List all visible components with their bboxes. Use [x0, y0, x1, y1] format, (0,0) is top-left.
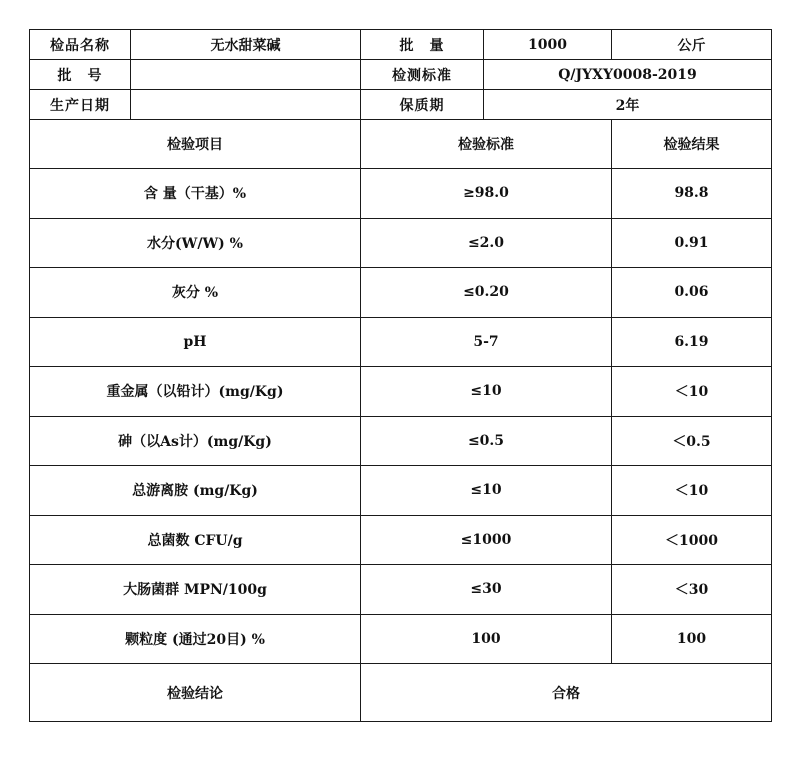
- shelf-life-value: 2年: [484, 90, 772, 120]
- standard-label: 检测标准: [361, 60, 484, 90]
- table-row: [30, 416, 772, 466]
- data-rows: [30, 169, 772, 664]
- row-standard: ≤30: [361, 565, 612, 615]
- col-standard-header: 检验标准: [361, 120, 612, 169]
- table-row: [30, 218, 772, 268]
- row-item: 重金属（以铅计）(mg/Kg): [30, 367, 361, 417]
- table-row: [30, 466, 772, 516]
- row-result: 100: [612, 614, 772, 664]
- row-standard: ≤10: [361, 367, 612, 417]
- row-standard: 100: [361, 614, 612, 664]
- table-row: [30, 367, 772, 417]
- row-result: 0.06: [612, 268, 772, 318]
- report-table: [29, 29, 772, 722]
- row-standard: ≤1000: [361, 515, 612, 565]
- row-item: 灰分 %: [30, 268, 361, 318]
- row-item: 总菌数 CFU/g: [30, 515, 361, 565]
- column-header-row: [30, 120, 772, 169]
- conclusion-row: [30, 664, 772, 722]
- row-standard: ≥98.0: [361, 169, 612, 219]
- header-row-product: [30, 30, 772, 60]
- table-row: [30, 614, 772, 664]
- row-item: 颗粒度 (通过20目) %: [30, 614, 361, 664]
- row-item: 水分(W/W) %: [30, 218, 361, 268]
- table-row: [30, 268, 772, 318]
- batch-size-value: 1000: [484, 30, 612, 60]
- prod-date-value: [131, 90, 361, 120]
- batch-no-label: 批 号: [30, 60, 131, 90]
- row-item: 含 量（干基）%: [30, 169, 361, 219]
- inspection-report: [29, 29, 771, 722]
- row-standard: ≤2.0: [361, 218, 612, 268]
- batch-unit: 公斤: [612, 30, 772, 60]
- row-item: pH: [30, 317, 361, 367]
- table-row: [30, 565, 772, 615]
- batch-size-label: 批 量: [361, 30, 484, 60]
- prod-date-label: 生产日期: [30, 90, 131, 120]
- row-result: ＜1000: [612, 515, 772, 565]
- row-standard: 5-7: [361, 317, 612, 367]
- row-standard: ≤10: [361, 466, 612, 516]
- conclusion-value: 合格: [361, 664, 772, 722]
- batch-no-value: [131, 60, 361, 90]
- table-row: [30, 169, 772, 219]
- row-result: ＜10: [612, 466, 772, 516]
- row-result: 6.19: [612, 317, 772, 367]
- product-name-value: 无水甜菜碱: [131, 30, 361, 60]
- row-result: ＜30: [612, 565, 772, 615]
- conclusion-label: 检验结论: [30, 664, 361, 722]
- product-name-label: 检品名称: [30, 30, 131, 60]
- col-result-header: 检验结果: [612, 120, 772, 169]
- table-row: [30, 515, 772, 565]
- row-result: 0.91: [612, 218, 772, 268]
- header-row-batch: [30, 60, 772, 90]
- row-standard: ≤0.20: [361, 268, 612, 318]
- standard-value: Q/JYXY0008-2019: [484, 60, 772, 90]
- row-item: 大肠菌群 MPN/100g: [30, 565, 361, 615]
- header-row-date: [30, 90, 772, 120]
- row-result: ＜0.5: [612, 416, 772, 466]
- row-result: ＜10: [612, 367, 772, 417]
- table-row: [30, 317, 772, 367]
- row-standard: ≤0.5: [361, 416, 612, 466]
- row-item: 砷（以As计）(mg/Kg): [30, 416, 361, 466]
- col-item-header: 检验项目: [30, 120, 361, 169]
- row-result: 98.8: [612, 169, 772, 219]
- shelf-life-label: 保质期: [361, 90, 484, 120]
- row-item: 总游离胺 (mg/Kg): [30, 466, 361, 516]
